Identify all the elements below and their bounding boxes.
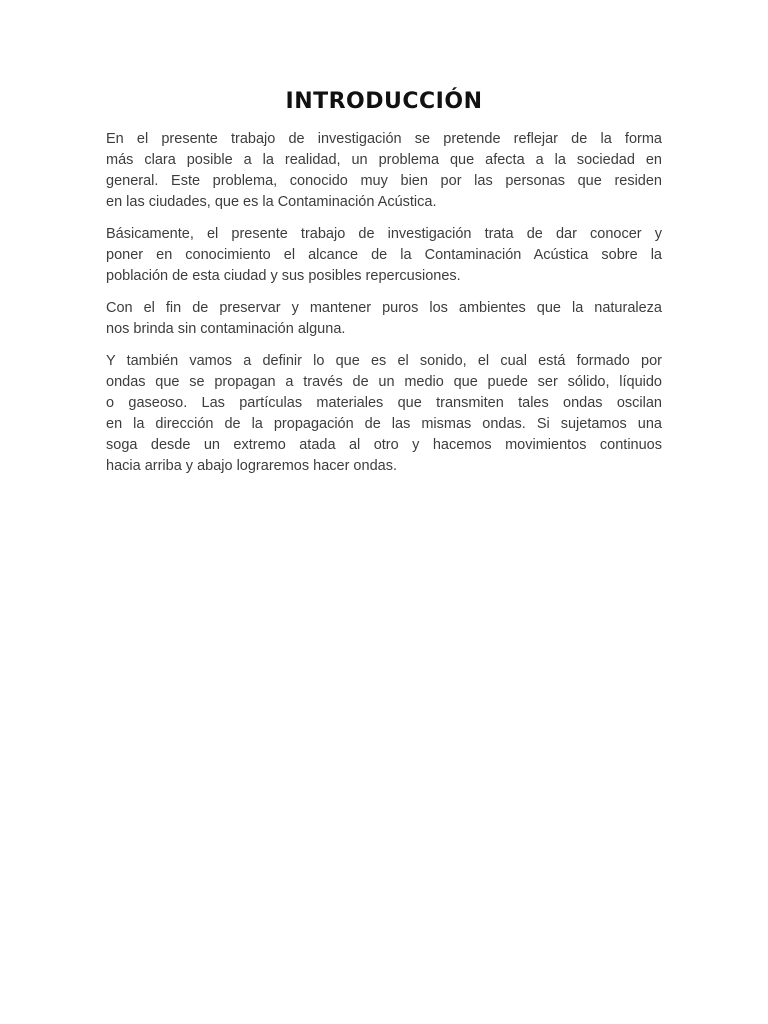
paragraph-4-line-3: o gaseoso. Las partículas materiales que transmiten tales ondas oscilan: [106, 395, 662, 411]
paragraph-4: [106, 351, 662, 477]
paragraph-2-line-3: población de esta ciudad y sus posibles repercusiones.: [106, 268, 461, 284]
paragraph-1: [106, 129, 662, 213]
paragraph-1-line-1: En el presente trabajo de investigación se pretende reflejar de la forma: [106, 131, 662, 147]
paragraph-3-line-2: nos brinda sin contaminación alguna.: [106, 321, 346, 337]
paragraph-2-line-1: Básicamente, el presente trabajo de investigación trata de dar conocer y: [106, 226, 662, 242]
paragraph-4-line-4: en la dirección de la propagación de las mismas ondas. Si sujetamos una: [106, 416, 662, 432]
paragraph-4-line-5: soga desde un extremo atada al otro y hacemos movimientos continuos: [106, 437, 662, 453]
paragraph-4-line-6: hacia arriba y abajo lograremos hacer ondas.: [106, 458, 397, 474]
page-title: INTRODUCCIÓN: [285, 89, 483, 114]
paragraph-1-line-4: en las ciudades, que es la Contaminación Acústica.: [106, 194, 437, 210]
paragraph-2-line-2: poner en conocimiento el alcance de la Contaminación Acústica sobre la: [106, 247, 662, 263]
paragraph-1-line-2: más clara posible a la realidad, un problema que afecta a la sociedad en: [106, 152, 662, 168]
paragraph-4-line-2: ondas que se propagan a través de un medio que puede ser sólido, líquido: [106, 374, 662, 390]
document-content: [106, 88, 662, 488]
paragraph-1-line-3: general. Este problema, conocido muy bien por las personas que residen: [106, 173, 662, 189]
paragraph-4-line-1: Y también vamos a definir lo que es el sonido, el cual está formado por: [106, 353, 662, 369]
paragraph-3-line-1: Con el fin de preservar y mantener puros los ambientes que la naturaleza: [106, 300, 662, 316]
paragraph-2: [106, 224, 662, 287]
paragraph-3: [106, 298, 662, 340]
